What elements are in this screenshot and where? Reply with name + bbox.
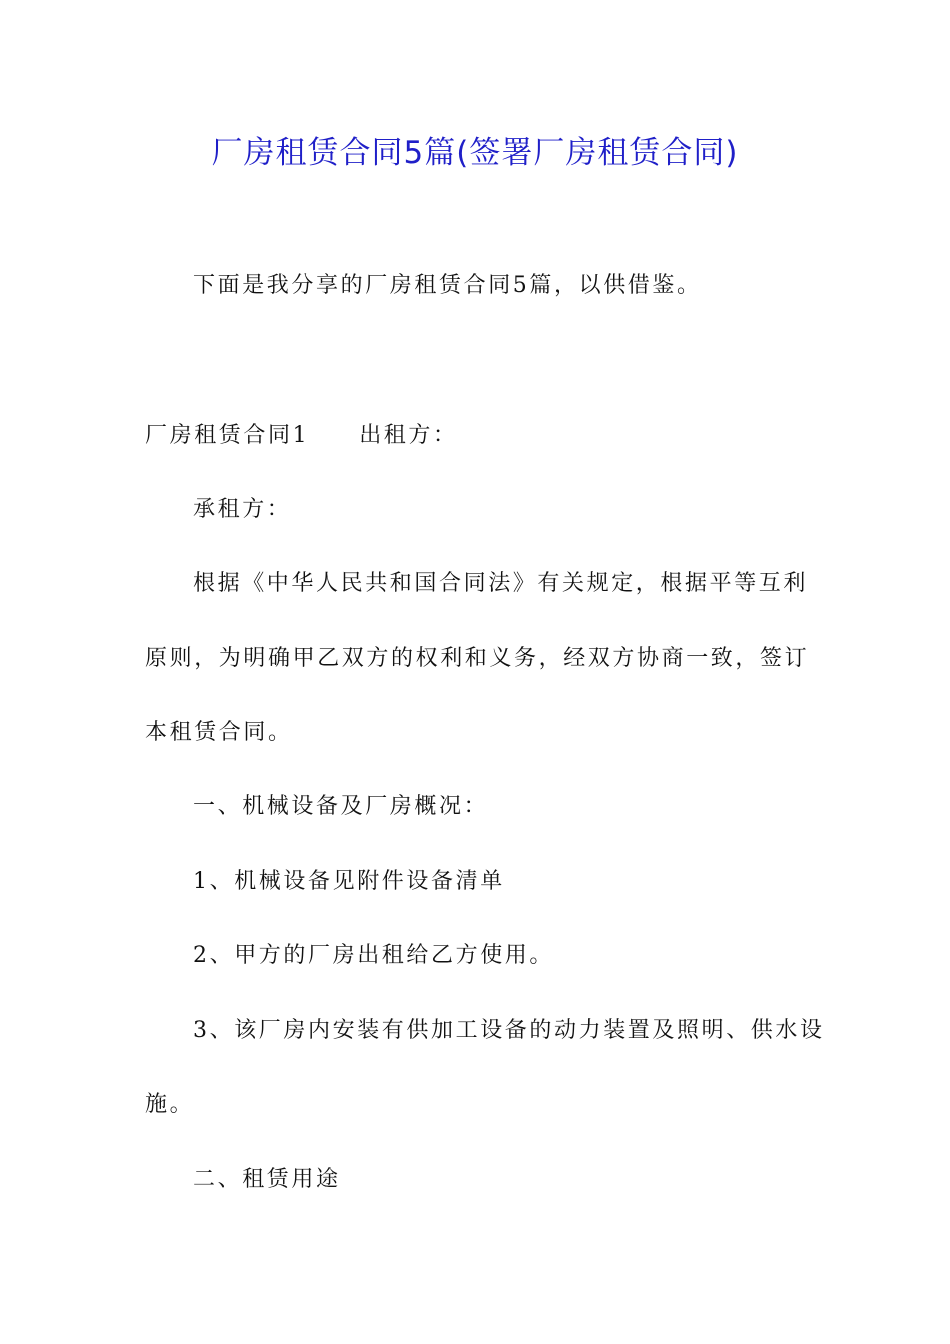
preamble-line-3: 本租赁合同。 xyxy=(145,720,293,745)
lessor-label: 出租方： xyxy=(359,423,458,448)
document-title: 厂房租赁合同5篇(签署厂房租赁合同) xyxy=(211,135,739,171)
preamble-line-2: 原则，为明确甲乙双方的权利和义务，经双方协商一致，签订 xyxy=(145,646,810,671)
contract-heading-line xyxy=(145,416,458,456)
contract-heading: 厂房租赁合同1 xyxy=(145,423,310,448)
lessee-label: 承租方： xyxy=(193,497,292,522)
section-1-item-3-line-2: 施。 xyxy=(145,1092,195,1117)
intro-paragraph: 下面是我分享的厂房租赁合同5篇，以供借鉴。 xyxy=(193,273,702,298)
section-2-heading: 二、租赁用途 xyxy=(193,1167,341,1192)
section-1-heading: 一、机械设备及厂房概况： xyxy=(193,794,489,819)
section-1-item-2: 2、甲方的厂房出租给乙方使用。 xyxy=(193,943,554,968)
section-1-item-3-line-1: 3、该厂房内安装有供加工设备的动力装置及照明、供水设 xyxy=(193,1018,825,1043)
preamble-line-1: 根据《中华人民共和国合同法》有关规定，根据平等互利 xyxy=(193,571,809,596)
section-1-item-1: 1、机械设备见附件设备清单 xyxy=(193,869,505,894)
